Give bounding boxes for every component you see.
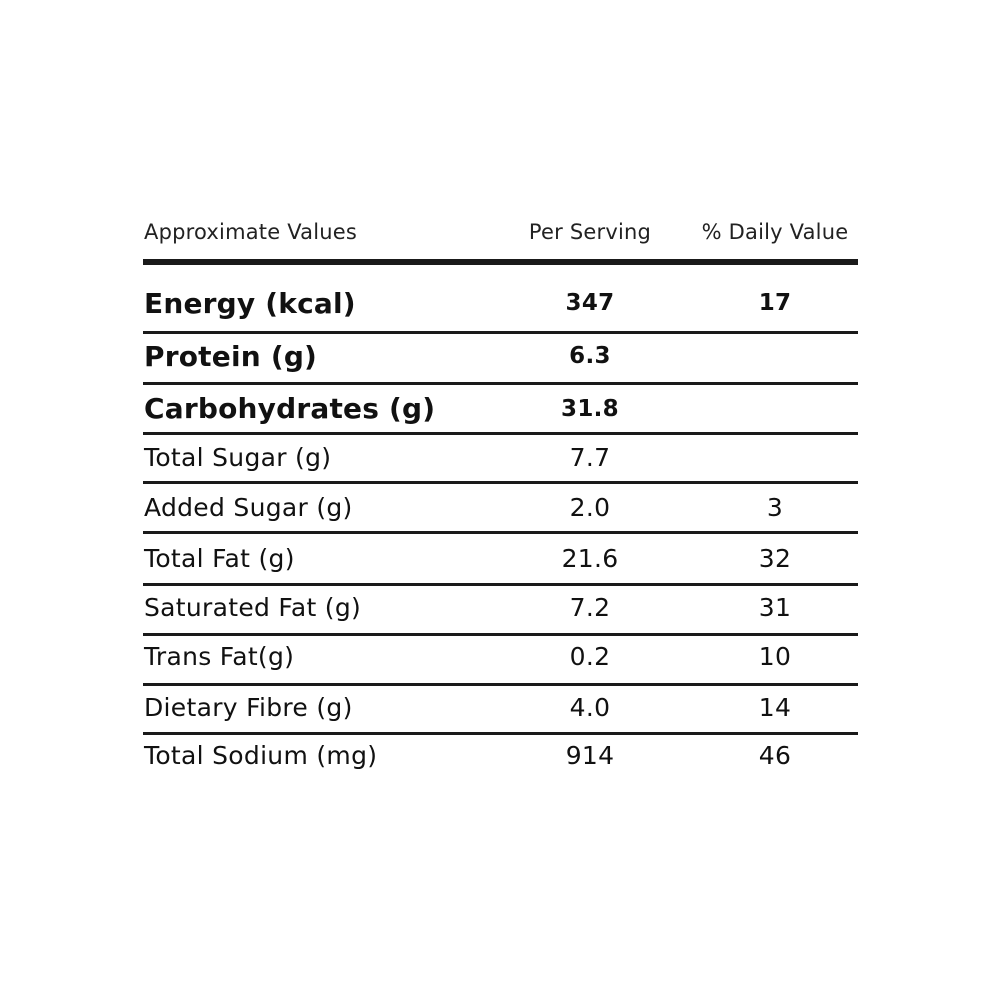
row-divider [143, 633, 858, 636]
daily-value: 3 [766, 493, 784, 522]
nutrient-name: Energy (kcal) [144, 287, 356, 320]
row-divider [143, 531, 858, 534]
nutrient-name: Protein (g) [144, 340, 318, 373]
row-divider [143, 331, 858, 334]
per-serving-value: 0.2 [569, 642, 611, 671]
per-serving-value: 4.0 [569, 693, 611, 722]
per-serving-value: 914 [565, 741, 615, 770]
per-serving-value: 347 [565, 290, 615, 316]
nutrient-name: Total Sodium (mg) [144, 741, 378, 770]
row-divider [143, 432, 858, 435]
nutrient-name: Trans Fat(g) [144, 642, 295, 671]
per-serving-value: 2.0 [569, 493, 611, 522]
row-divider [143, 683, 858, 686]
header-daily-value: % Daily Value [701, 220, 849, 244]
daily-value: 46 [758, 741, 792, 770]
row-divider [143, 481, 858, 484]
per-serving-value: 6.3 [569, 343, 611, 369]
nutrient-name: Saturated Fat (g) [144, 593, 362, 622]
nutrient-name: Carbohydrates (g) [144, 392, 436, 425]
daily-value: 14 [758, 693, 792, 722]
header-per-serving: Per Serving [528, 220, 652, 244]
nutrient-name: Total Fat (g) [144, 544, 295, 573]
daily-value: 31 [758, 593, 792, 622]
per-serving-value: 7.2 [569, 593, 611, 622]
nutrient-name: Dietary Fibre (g) [144, 693, 353, 722]
daily-value: 10 [758, 642, 792, 671]
nutrient-name: Added Sugar (g) [144, 493, 353, 522]
row-divider [143, 732, 858, 735]
per-serving-value: 7.7 [569, 443, 611, 472]
per-serving-value: 21.6 [561, 544, 619, 573]
row-divider [143, 583, 858, 586]
daily-value: 17 [758, 290, 792, 316]
row-divider [143, 382, 858, 385]
per-serving-value: 31.8 [561, 396, 619, 422]
nutrient-name: Total Sugar (g) [144, 443, 332, 472]
table-header [0, 212, 1000, 252]
daily-value: 32 [758, 544, 792, 573]
header-divider [143, 259, 858, 265]
header-approximate-values: Approximate Values [144, 220, 358, 244]
